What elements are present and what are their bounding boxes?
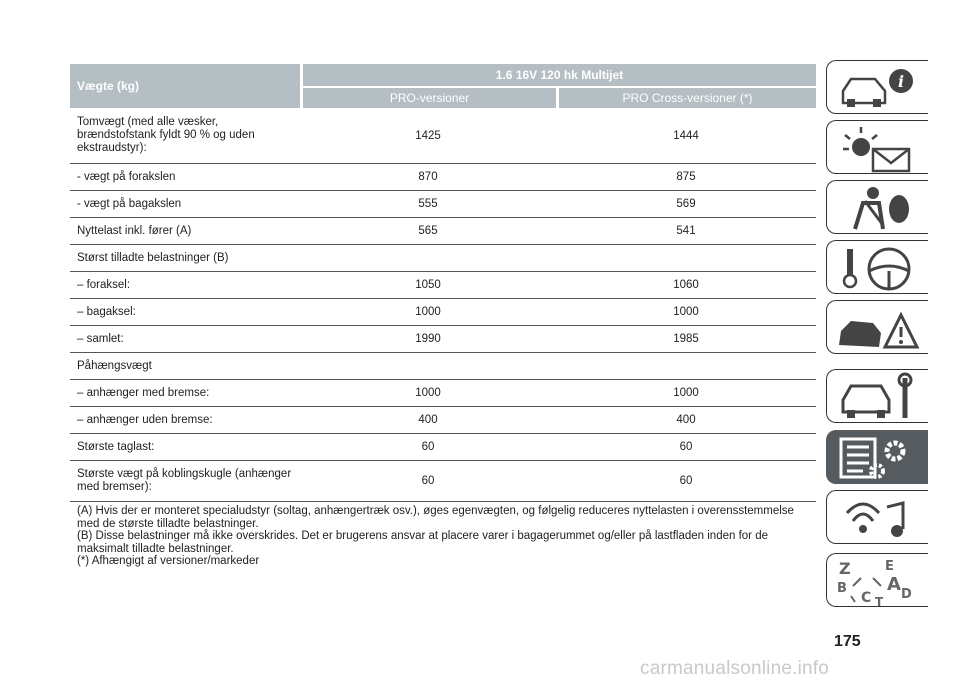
index-letter: C <box>861 590 872 606</box>
row-label: Største taglast: <box>77 440 155 453</box>
sidebar-tab-safety[interactable] <box>826 180 928 234</box>
row-value-pro-cross: 875 <box>676 171 696 183</box>
table-row <box>70 191 816 218</box>
technical-data-icon <box>833 433 923 483</box>
sidebar-tab-maintenance[interactable] <box>826 369 928 423</box>
table-row <box>70 326 816 353</box>
row-value-pro: 1050 <box>415 279 441 291</box>
index-letter: B <box>837 581 847 596</box>
row-label: Nyttelast inkl. fører (A) <box>77 224 192 237</box>
header-weights: Vægte (kg) <box>70 64 300 108</box>
row-label: Påhængsvægt <box>77 359 152 372</box>
sidebar-tab-index[interactable] <box>826 553 928 607</box>
row-label: – anhænger med bremse: <box>77 386 210 399</box>
key-steering-wheel-icon <box>833 243 923 293</box>
car-maintenance-icon <box>833 372 923 422</box>
row-label: Størst tilladte belastninger (B) <box>77 251 229 264</box>
table-row <box>70 434 816 461</box>
row-value-pro-cross: 541 <box>676 225 696 237</box>
row-label: - vægt på forakslen <box>77 170 176 183</box>
row-label: Tomvægt (med alle væsker, brændstofstank fyldt 90 % og uden ekstraudstyr): <box>77 116 255 154</box>
footnote-a: (A) Hvis der er monteret specialudstyr (soltag, anhængertræk osv.), øges egenvægten, og følgelig reduceres nyttelasten i overensstemmelse med de største tilladte belastninger. <box>77 505 794 530</box>
row-value-pro: 1425 <box>415 129 441 142</box>
index-letter: T <box>875 595 884 606</box>
row-value-pro-cross: 1985 <box>673 333 699 345</box>
row-value-pro-cross: 60 <box>679 441 693 453</box>
index-letter: E <box>885 559 894 574</box>
page-number: 175 <box>834 633 861 650</box>
sidebar-tab-multimedia[interactable] <box>826 490 928 544</box>
row-value-pro: 60 <box>421 475 435 487</box>
row-value-pro-cross: 1000 <box>673 306 699 318</box>
footnotes <box>77 505 807 568</box>
row-value-pro-cross: 1444 <box>673 129 699 142</box>
row-value-pro: 60 <box>421 441 435 453</box>
row-value-pro: 1990 <box>415 333 441 345</box>
row-label: – bagaksel: <box>77 305 136 318</box>
table-body <box>70 108 816 502</box>
row-value-pro: 400 <box>418 414 438 426</box>
sidebar-tab-technical-data[interactable] <box>826 430 928 484</box>
row-label: – foraksel: <box>77 278 131 291</box>
row-value-pro: 565 <box>418 225 438 237</box>
car-emergency-icon <box>833 303 923 353</box>
row-value-pro-cross: 400 <box>676 414 696 426</box>
row-value-pro-cross: 60 <box>679 475 693 487</box>
header-pro-cross-versions: PRO Cross-versioner (*) <box>556 88 816 108</box>
row-value-pro: 1000 <box>415 387 441 399</box>
row-label: Største vægt på koblingskugle (anhænger med bremser): <box>77 468 292 493</box>
sidebar-tab-car-info[interactable] <box>826 60 928 114</box>
sidebar-tab-emergency[interactable] <box>826 300 928 354</box>
row-value-pro: 1000 <box>415 306 441 318</box>
row-label: – samlet: <box>77 332 124 345</box>
row-value-pro-cross: 1000 <box>673 387 699 399</box>
row-label: - vægt på bagakslen <box>77 197 182 210</box>
table-row <box>70 461 816 502</box>
table-row <box>70 108 816 164</box>
seatbelt-airbag-icon <box>833 183 923 233</box>
row-label: – anhænger uden bremse: <box>77 413 213 426</box>
table-row <box>70 353 816 380</box>
row-value-pro-cross: 569 <box>676 198 696 210</box>
sidebar-tab-starting-driving[interactable] <box>826 240 928 294</box>
alphabetical-index-icon <box>833 556 923 606</box>
index-letter: D <box>901 587 912 602</box>
table-row <box>70 218 816 245</box>
table-row <box>70 299 816 326</box>
index-letter: A <box>887 574 901 595</box>
footnote-asterisk: (*) Afhængigt af versioner/markeder <box>77 555 260 567</box>
table-row <box>70 245 816 272</box>
warning-light-message-icon <box>833 123 923 173</box>
table-row <box>70 164 816 191</box>
index-letter: Z <box>839 559 851 578</box>
sidebar-tab-warning-lights[interactable] <box>826 120 928 174</box>
multimedia-icon <box>833 493 923 543</box>
header-engine: 1.6 16V 120 hk Multijet <box>300 64 816 86</box>
row-value-pro: 870 <box>418 171 438 183</box>
footnote-b: (B) Disse belastninger må ikke overskrides. Det er brugerens ansvar at placere varer i bagagerummet og/eller på lastfladen inden for de maksimalt tilladte belastninger. <box>77 530 768 555</box>
watermark: carmanualsonline.info <box>640 658 830 679</box>
row-value-pro: 555 <box>418 198 438 210</box>
table-row <box>70 272 816 299</box>
table-row <box>70 380 816 407</box>
row-value-pro-cross: 1060 <box>673 279 699 291</box>
header-pro-versions: PRO-versioner <box>300 88 556 108</box>
svg-text:i: i <box>897 72 905 91</box>
car-info-icon <box>833 63 923 113</box>
table-row <box>70 407 816 434</box>
